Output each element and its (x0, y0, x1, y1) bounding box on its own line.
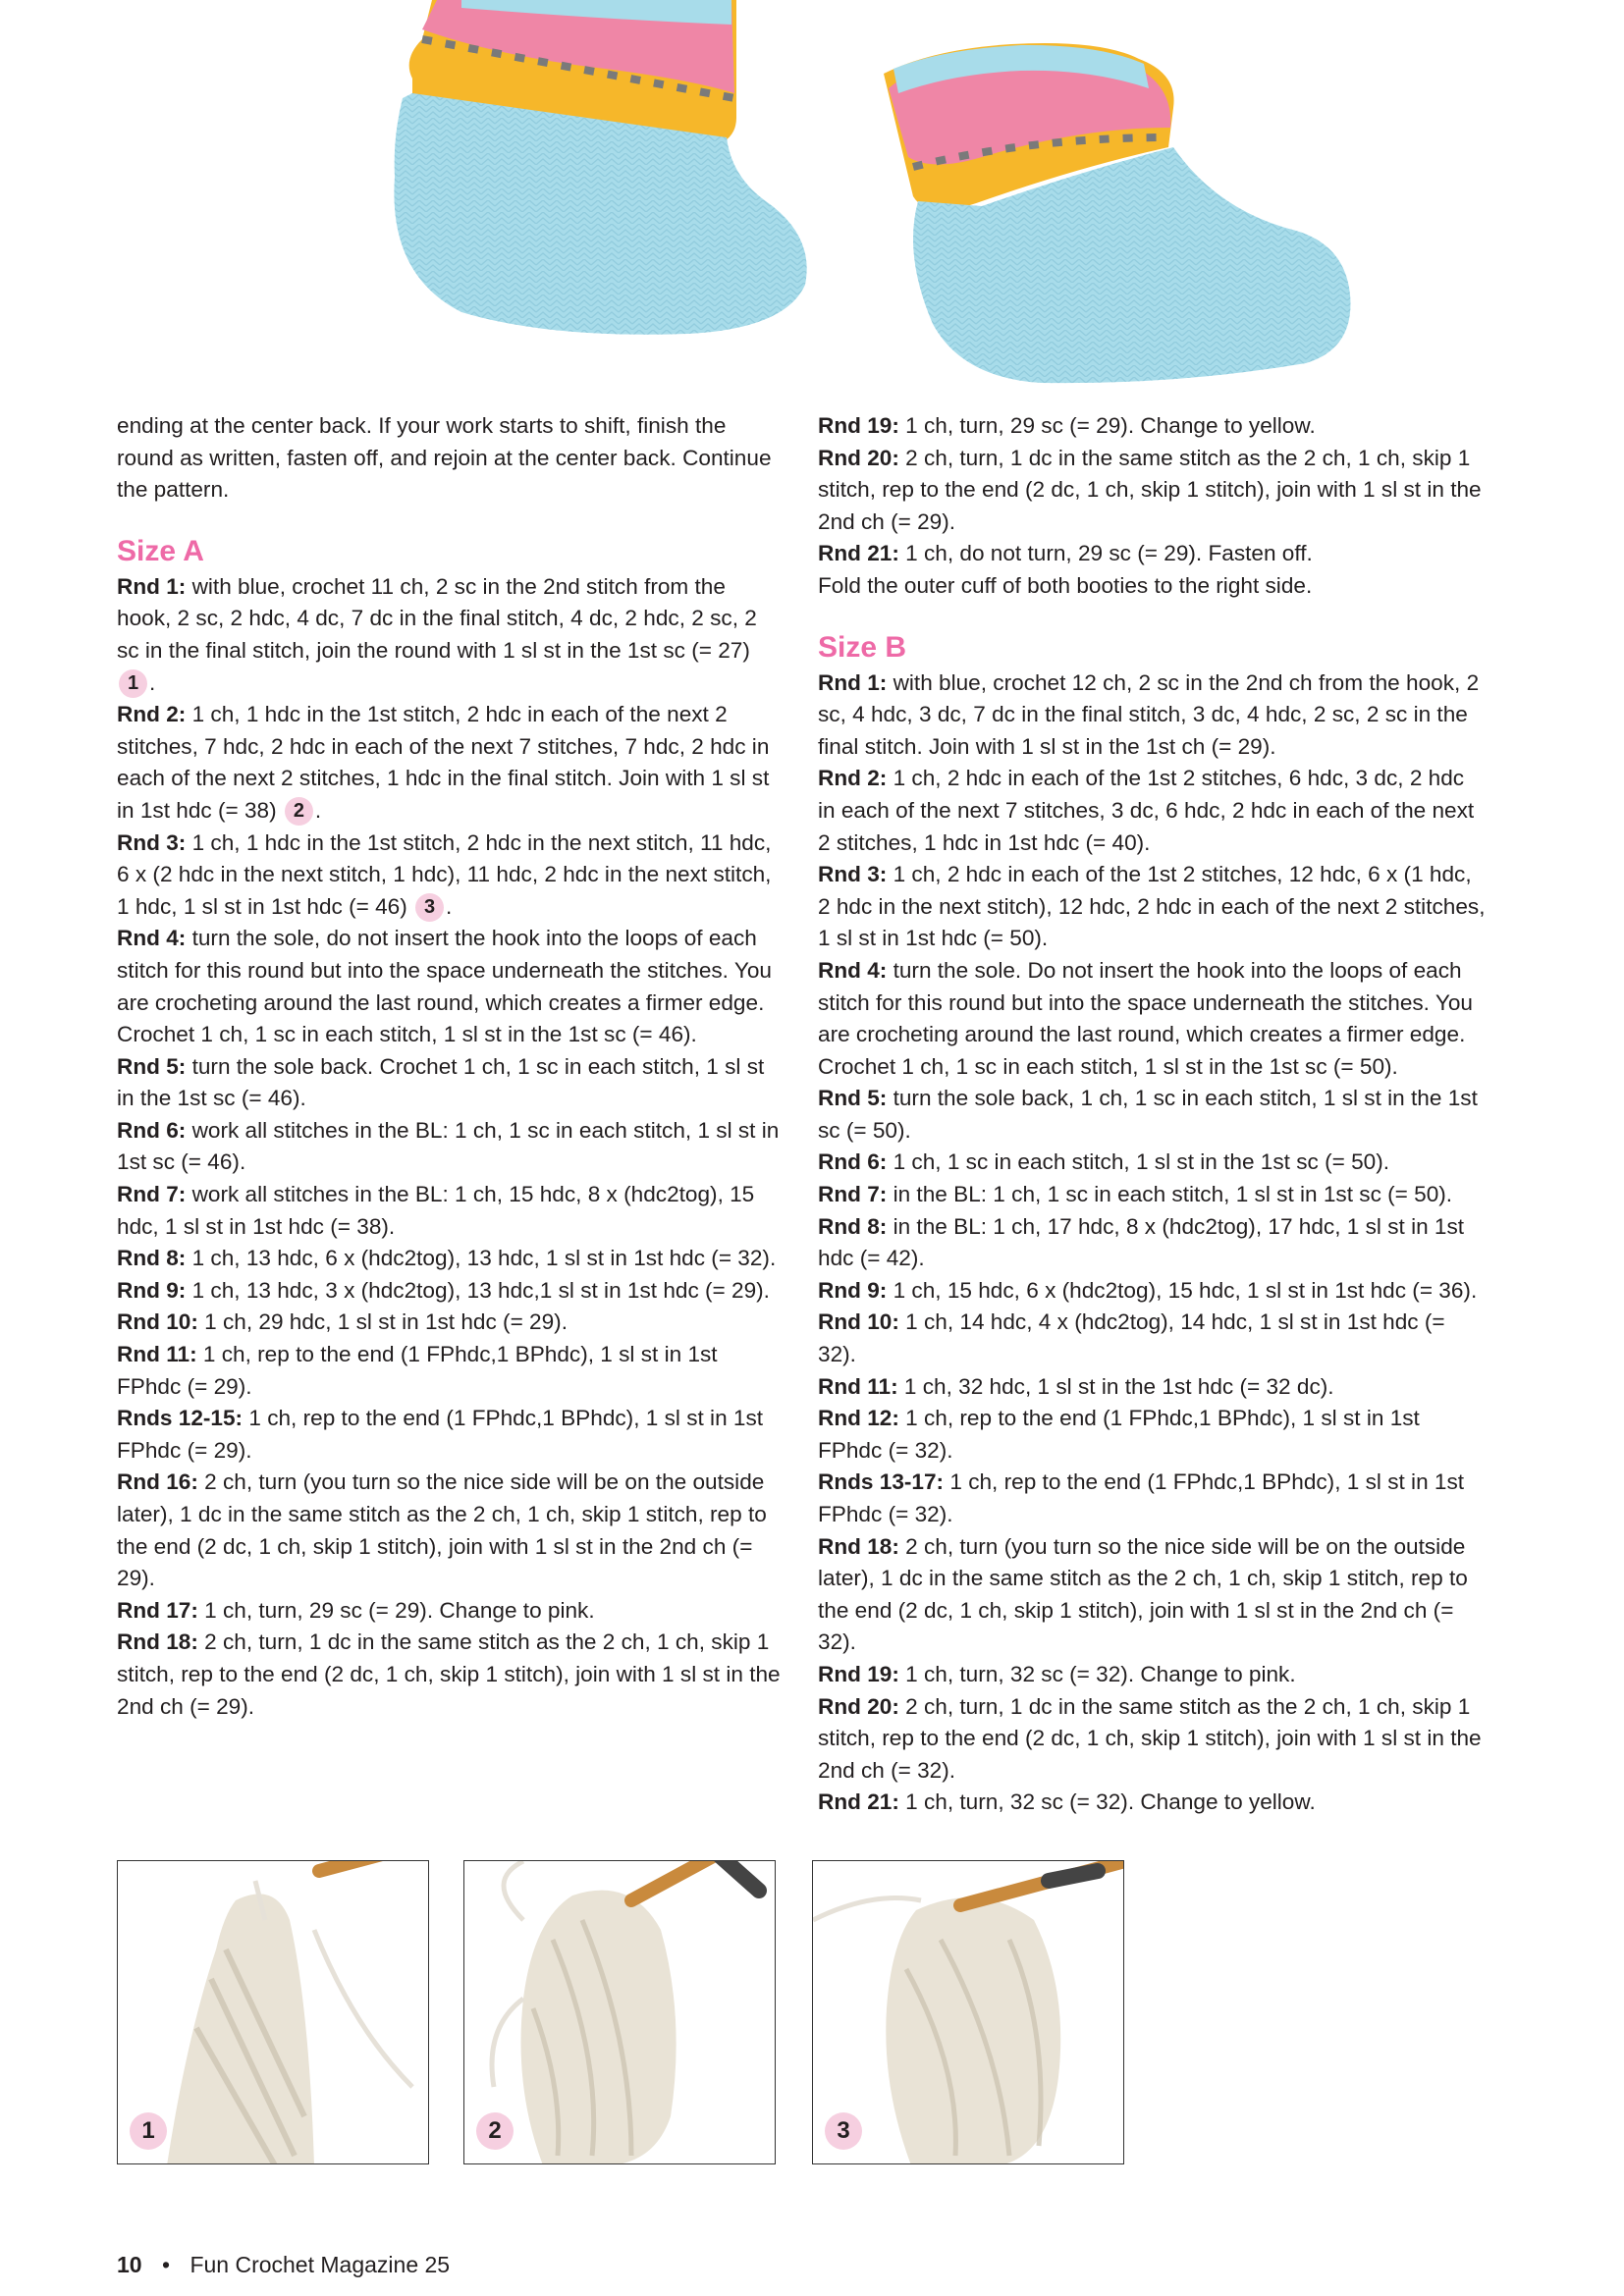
footer-separator: • (161, 2252, 171, 2277)
booties-photo (0, 0, 1624, 412)
round-instruction (818, 410, 1486, 443)
round-text: 1 ch, 13 hdc, 6 x (hdc2tog), 13 hdc, 1 sl st in 1st hdc (= 32). (186, 1246, 777, 1271)
round-label: Rnd 11: (117, 1342, 197, 1367)
round-label: Rnd 12: (818, 1406, 899, 1431)
round-instruction (818, 1691, 1486, 1788)
round-label: Rnd 21: (818, 1789, 899, 1815)
step-number-badge: 1 (130, 2112, 167, 2150)
round-instruction (117, 1179, 785, 1243)
round-text: 1 ch, turn, 32 sc (= 32). Change to yellow. (898, 1789, 1316, 1815)
round-label: Rnd 18: (117, 1629, 198, 1655)
round-instruction (117, 699, 785, 827)
page-number: 10 (117, 2252, 142, 2277)
round-label: Rnd 5: (818, 1086, 888, 1111)
round-instruction (818, 1211, 1486, 1275)
round-label: Rnds 12-15: (117, 1406, 244, 1431)
round-text: with blue, crochet 11 ch, 2 sc in the 2nd stitch from the hook, 2 sc, 2 hdc, 4 dc, 7 dc in the final stitch, 4 dc, 2 hdc, 2 sc, 2 sc in the final stitch, join the round with 1 sl st in the 1st sc (= 27) (117, 573, 757, 663)
round-text: 1 ch, rep to the end (1 FPhdc,1 BPhdc), 1 sl st in 1st FPhdc (= 29). (117, 1406, 764, 1463)
round-text: 1 ch, 15 hdc, 6 x (hdc2tog), 15 hdc, 1 sl st in 1st hdc (= 36). (887, 1277, 1478, 1303)
round-label: Rnd 19: (818, 1661, 899, 1686)
round-text: 1 ch, rep to the end (1 FPhdc,1 BPhdc), 1 sl st in 1st FPhdc (= 29). (117, 1342, 718, 1399)
size-a-instructions-continued (818, 410, 1486, 570)
round-text: with blue, crochet 12 ch, 2 sc in the 2nd ch from the hook, 2 sc, 4 hdc, 3 dc, 7 dc in the final stitch, 3 dc, 4 hdc, 2 sc, 2 sc in the final stitch. Join with 1 sl st in the 1st ch (= 29). (818, 669, 1480, 759)
round-label: Rnd 10: (818, 1309, 899, 1335)
round-instruction (818, 1179, 1486, 1211)
round-text: 1 ch, 1 sc in each stitch, 1 sl st in the 1st sc (= 50). (887, 1149, 1390, 1175)
round-text: 1 ch, turn, 32 sc (= 32). Change to pink. (898, 1661, 1296, 1686)
round-instruction (818, 1531, 1486, 1659)
step-marker: 1 (119, 669, 147, 698)
round-label: Rnd 3: (117, 829, 187, 855)
size-a-heading: Size A (117, 534, 204, 567)
round-label: Rnd 9: (818, 1277, 888, 1303)
step-photo-3 (812, 1860, 1124, 2164)
round-text-end: . (314, 797, 322, 823)
round-text: 1 ch, 13 hdc, 3 x (hdc2tog), 13 hdc,1 sl st in 1st hdc (= 29). (186, 1277, 770, 1303)
round-text: turn the sole back. Crochet 1 ch, 1 sc in each stitch, 1 sl st in the 1st sc (= 46). (117, 1053, 765, 1111)
round-label: Rnd 2: (117, 702, 187, 727)
round-instruction (117, 1339, 785, 1403)
round-label: Rnd 4: (117, 926, 187, 951)
round-label: Rnd 8: (117, 1246, 187, 1271)
round-text: 1 ch, 32 hdc, 1 sl st in the 1st hdc (= 32 dc). (897, 1373, 1334, 1399)
round-instruction (818, 1467, 1486, 1530)
crochet-sole-image (813, 1861, 1124, 2164)
round-label: Rnd 20: (818, 445, 899, 470)
round-text: work all stitches in the BL: 1 ch, 1 sc in each stitch, 1 sl st in 1st sc (= 46). (117, 1117, 780, 1175)
round-text: 1 ch, 1 hdc in the 1st stitch, 2 hdc in the next stitch, 11 hdc, 6 x (2 hdc in the next stitch, 1 hdc), 11 hdc, 2 hdc in the next stitch, 1 hdc, 1 sl st in 1st hdc (= 46) (117, 829, 772, 919)
round-label: Rnd 18: (818, 1533, 899, 1559)
round-instruction (818, 1307, 1486, 1370)
round-label: Rnd 4: (818, 957, 888, 983)
left-column (117, 410, 785, 1723)
round-label: Rnd 9: (117, 1277, 187, 1303)
round-instruction (818, 763, 1486, 859)
round-instruction (117, 1595, 785, 1628)
round-text: 1 ch, 14 hdc, 4 x (hdc2tog), 14 hdc, 1 sl st in 1st hdc (= 32). (818, 1309, 1445, 1367)
round-text: 1 ch, do not turn, 29 sc (= 29). Fasten off. (898, 541, 1313, 566)
crochet-sole-image (464, 1861, 776, 2164)
round-label: Rnd 2: (818, 766, 888, 791)
round-instruction (117, 1051, 785, 1115)
round-text: turn the sole. Do not insert the hook into the loops of each stitch for this round but into the space underneath the stitches. You are crocheting around the last round, which creates a firmer edge. Crochet 1 ch, 1 sc in each stitch, 1 sl st in the 1st sc (= 50). (818, 957, 1473, 1079)
round-instruction (117, 1243, 785, 1275)
step-photo-2 (463, 1860, 776, 2164)
step-number-badge: 3 (825, 2112, 862, 2150)
round-label: Rnd 19: (818, 413, 899, 438)
step-number-badge: 2 (476, 2112, 514, 2150)
booties-illustration (0, 0, 1624, 412)
crochet-sole-image (118, 1861, 429, 2164)
round-label: Rnd 1: (818, 669, 888, 695)
round-instruction (117, 571, 785, 699)
round-instruction (117, 1275, 785, 1308)
round-text: 1 ch, turn, 29 sc (= 29). Change to pink. (197, 1597, 595, 1623)
size-a-instructions (117, 571, 785, 1723)
round-instruction (117, 828, 785, 924)
round-instruction (117, 1115, 785, 1179)
round-text: turn the sole, do not insert the hook into the loops of each stitch for this round but into the space underneath the stitches. You are crocheting around the last round, which creates a firmer edge. Crochet 1 ch, 1 sc in each stitch, 1 sl st in the 1st sc (= 46). (117, 926, 772, 1047)
round-text: work all stitches in the BL: 1 ch, 15 hdc, 8 x (hdc2tog), 15 hdc, 1 sl st in 1st hdc (= 38). (117, 1182, 755, 1239)
round-label: Rnds 13-17: (818, 1469, 945, 1495)
right-bootie (884, 43, 1350, 383)
round-text: 1 ch, rep to the end (1 FPhdc,1 BPhdc), 1 sl st in 1st FPhdc (= 32). (818, 1469, 1465, 1526)
round-instruction (117, 1403, 785, 1467)
round-text-end: . (149, 669, 156, 695)
round-instruction (818, 538, 1486, 570)
round-instruction (117, 1467, 785, 1594)
round-instruction (818, 1147, 1486, 1179)
round-label: Rnd 20: (818, 1693, 899, 1719)
step-marker: 3 (415, 893, 444, 922)
round-text: 1 ch, 2 hdc in each of the 1st 2 stitches, 6 hdc, 3 dc, 2 hdc in each of the next 7 stitches, 3 dc, 6 hdc, 2 hdc in each of the next 2 stitches, 1 hdc in 1st hdc (= 40). (818, 766, 1475, 855)
round-instruction (818, 1083, 1486, 1147)
step-photo-1 (117, 1860, 429, 2164)
round-text: 2 ch, turn, 1 dc in the same stitch as the 2 ch, 1 ch, skip 1 stitch, rep to the end (2 dc, 1 ch, skip 1 stitch), join with 1 sl st in the 2nd ch (= 32). (818, 1693, 1482, 1783)
round-text: 2 ch, turn, 1 dc in the same stitch as the 2 ch, 1 ch, skip 1 stitch, rep to the end (2 dc, 1 ch, skip 1 stitch), join with 1 sl st in the 2nd ch (= 29). (117, 1629, 781, 1719)
round-label: Rnd 1: (117, 573, 187, 599)
publication-name: Fun Crochet Magazine 25 (189, 2252, 451, 2277)
round-text: turn the sole back, 1 ch, 1 sc in each stitch, 1 sl st in the 1st sc (= 50). (818, 1086, 1478, 1143)
round-label: Rnd 6: (117, 1117, 187, 1143)
round-text: 1 ch, 2 hdc in each of the 1st 2 stitches, 12 hdc, 6 x (1 hdc, 2 hdc in the next stitch), 12 hdc, 2 hdc in each of the next 2 stitches, 1 sl st in 1st hdc (= 50). (818, 862, 1486, 951)
round-label: Rnd 7: (818, 1182, 888, 1207)
round-instruction (818, 1275, 1486, 1308)
round-label: Rnd 6: (818, 1149, 888, 1175)
round-instruction (818, 1787, 1486, 1819)
round-text: 1 ch, rep to the end (1 FPhdc,1 BPhdc), 1 sl st in 1st FPhdc (= 32). (818, 1406, 1420, 1463)
round-label: Rnd 3: (818, 862, 888, 887)
round-label: Rnd 17: (117, 1597, 198, 1623)
size-b-heading: Size B (818, 630, 907, 664)
fold-note: Fold the outer cuff of both booties to the right side. (818, 572, 1313, 598)
round-instruction (117, 1307, 785, 1339)
round-instruction (818, 1371, 1486, 1404)
size-b-instructions (818, 667, 1486, 1819)
round-text-end: . (446, 893, 453, 919)
round-label: Rnd 21: (818, 541, 899, 566)
round-instruction (818, 667, 1486, 764)
round-label: Rnd 5: (117, 1053, 187, 1079)
round-text: 2 ch, turn (you turn so the nice side will be on the outside later), 1 dc in the same stitch as the 2 ch, 1 ch, skip 1 stitch, rep to the end (2 dc, 1 ch, skip 1 stitch), join with 1 sl st in the 2nd ch (= 29). (117, 1469, 767, 1591)
round-instruction (117, 1627, 785, 1723)
round-text: in the BL: 1 ch, 1 sc in each stitch, 1 sl st in 1st sc (= 50). (887, 1182, 1453, 1207)
round-text: 1 ch, 1 hdc in the 1st stitch, 2 hdc in each of the next 2 stitches, 7 hdc, 2 hdc in each of the next 7 stitches, 7 hdc, 2 hdc in each of the next 2 stitches, 1 hdc in the final stitch. Join with 1 sl st in 1st hdc (= 38) (117, 702, 770, 823)
round-instruction (117, 923, 785, 1050)
round-instruction (818, 859, 1486, 955)
round-label: Rnd 7: (117, 1182, 187, 1207)
right-column (818, 410, 1486, 1819)
round-text: 2 ch, turn, 1 dc in the same stitch as the 2 ch, 1 ch, skip 1 stitch, rep to the end (2 dc, 1 ch, skip 1 stitch), join with 1 sl st in the 2nd ch (= 29). (818, 445, 1482, 534)
intro-paragraph: ending at the center back. If your work starts to shift, finish the round as written, fasten off, and rejoin at the center back. Continue the pattern. (117, 413, 772, 503)
round-label: Rnd 8: (818, 1213, 888, 1239)
round-label: Rnd 16: (117, 1469, 198, 1495)
round-instruction (818, 443, 1486, 539)
round-text: 1 ch, 29 hdc, 1 sl st in 1st hdc (= 29). (197, 1309, 568, 1335)
left-bootie (394, 0, 806, 335)
step-marker: 2 (285, 797, 313, 826)
round-label: Rnd 11: (818, 1373, 898, 1399)
round-label: Rnd 10: (117, 1309, 198, 1335)
round-instruction (818, 955, 1486, 1083)
page-footer (117, 2252, 450, 2278)
round-text: 2 ch, turn (you turn so the nice side will be on the outside later), 1 dc in the same stitch as the 2 ch, 1 ch, skip 1 stitch, rep to the end (2 dc, 1 ch, skip 1 stitch), join with 1 sl st in the 2nd ch (= 32). (818, 1533, 1468, 1655)
round-instruction (818, 1659, 1486, 1691)
round-instruction (818, 1403, 1486, 1467)
round-text: 1 ch, turn, 29 sc (= 29). Change to yellow. (898, 413, 1316, 438)
round-text: in the BL: 1 ch, 17 hdc, 8 x (hdc2tog), 17 hdc, 1 sl st in 1st hdc (= 42). (818, 1213, 1465, 1271)
